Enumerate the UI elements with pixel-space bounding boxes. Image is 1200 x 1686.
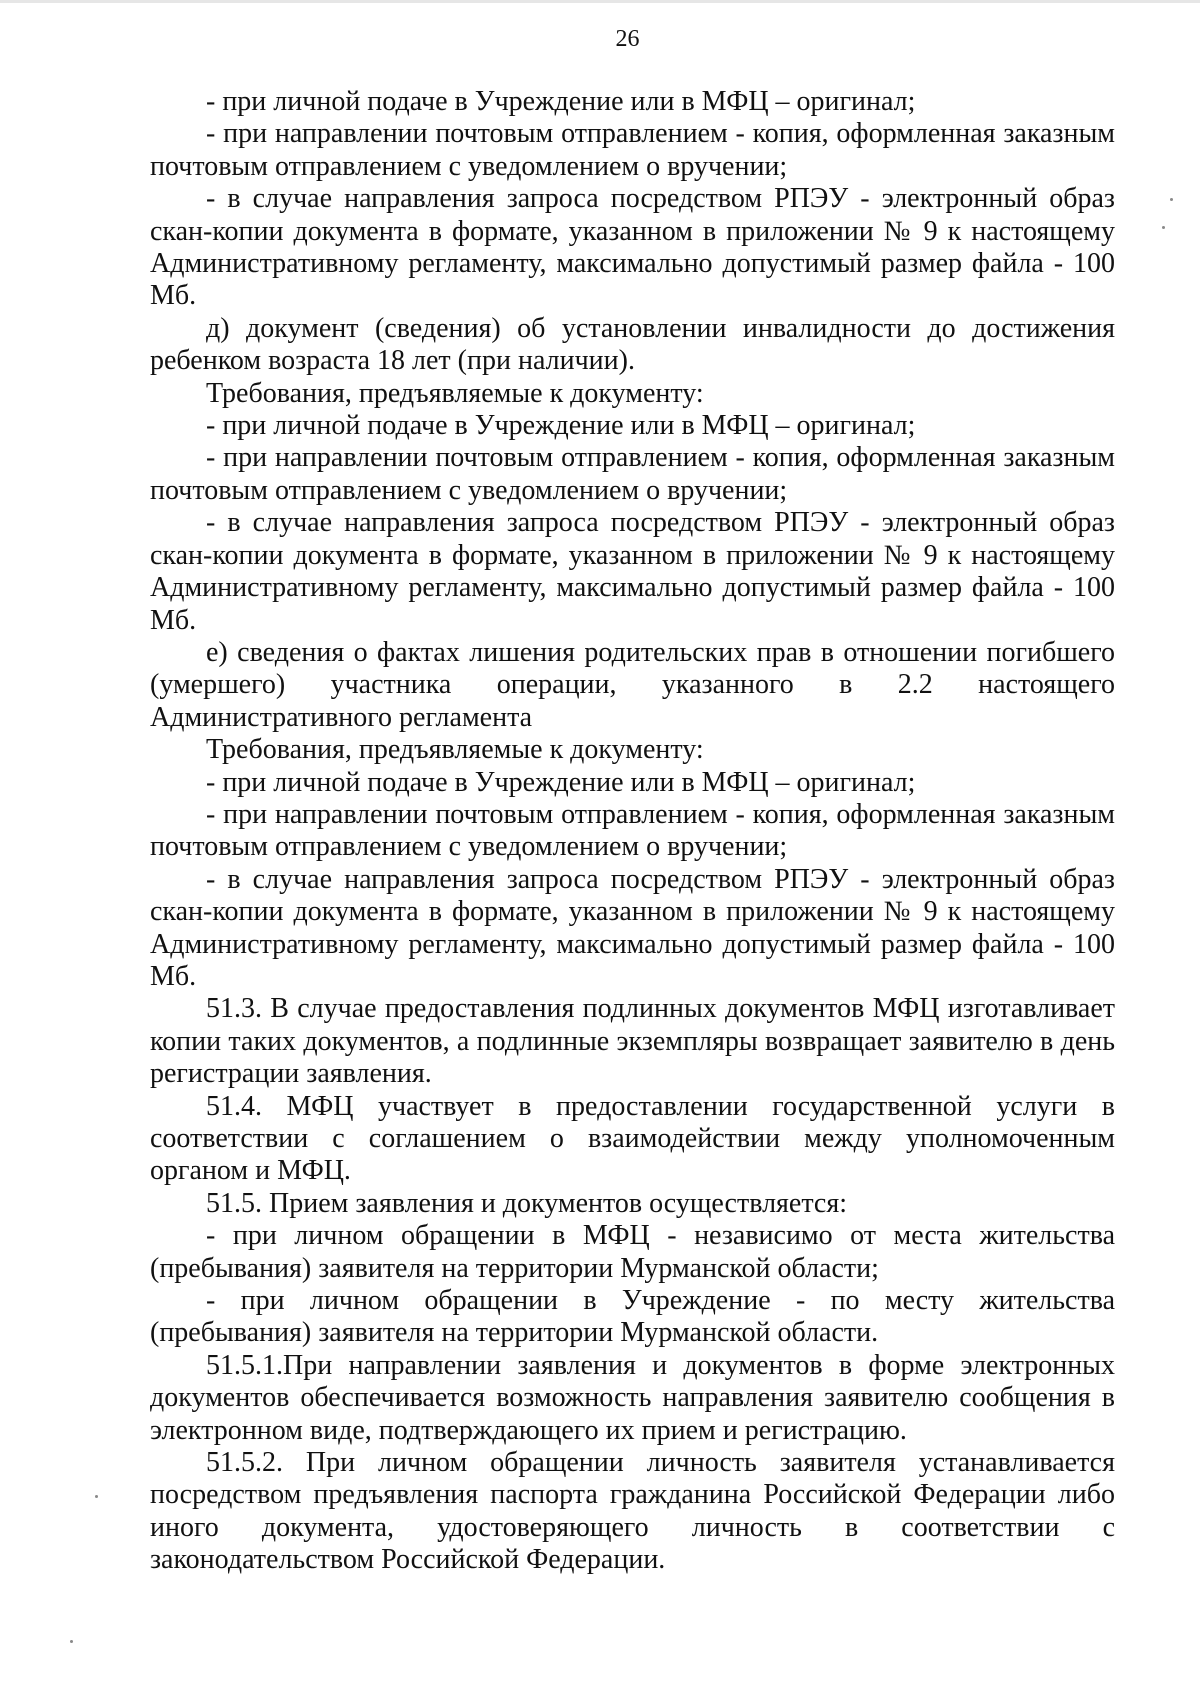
paragraph: е) сведения о фактах лишения родительских прав в отношении погибшего (умершего) участника операции, указанного в 2.2 настоящего Административного регламента (150, 636, 1115, 733)
scan-speck (70, 1640, 73, 1643)
scan-speck (95, 1495, 98, 1498)
paragraph: - при направлении почтовым отправлением - копия, оформленная заказным почтовым отправлением с уведомлением о вручении; (150, 442, 1115, 506)
scan-speck (1170, 198, 1173, 201)
paragraph: - при личной подаче в Учреждение или в МФЦ – оригинал; (206, 86, 916, 117)
paragraph: - в случае направления запроса посредством РПЭУ - электронный образ скан-копии документа в формате, указанном в приложении № 9 к настоящему Административному регламенту, максимально допустимый размер файла - 100 Мб. (150, 507, 1115, 636)
paragraph: - в случае направления запроса посредством РПЭУ - электронный образ скан-копии документа в формате, указанном в приложении № 9 к настоящему Административному регламенту, максимально допустимый размер файла - 100 Мб. (150, 863, 1115, 992)
paragraph: Требования, предъявляемые к документу: (206, 734, 704, 766)
paragraph: - в случае направления запроса посредством РПЭУ - электронный образ скан-копии документа в формате, указанном в приложении № 9 к настоящему Административному регламенту, максимально допустимый размер файла - 100 Мб. (150, 183, 1115, 312)
paragraph: д) документ (сведения) об установлении инвалидности до достижения ребенком возраста 18 лет (при наличии). (150, 312, 1115, 377)
scan-edge (0, 0, 1200, 3)
document-body (150, 86, 1115, 1577)
paragraph: 51.5.2. При личном обращении личность заявителя устанавливается посредством предъявления паспорта гражданина Российской Федерации либо иного документа, удостоверяющего личность в соответствии с законодательством Российской Федерации. (150, 1447, 1115, 1576)
paragraph: 51.5.1.При направлении заявления и документов в форме электронных документов обеспечивается возможность направления заявителю сообщения в электронном виде, подтверждающего их прием и регистрацию. (150, 1349, 1115, 1446)
paragraph: - при направлении почтовым отправлением - копия, оформленная заказным почтовым отправлением с уведомлением о вручении; (150, 118, 1115, 182)
paragraph: 51.5. Прием заявления и документов осуществляется: (206, 1187, 848, 1219)
paragraph: Требования, предъявляемые к документу: (206, 377, 704, 409)
paragraph: - при личном обращении в МФЦ - независимо от места жительства (пребывания) заявителя на территории Мурманской области; (150, 1220, 1115, 1284)
paragraph: - при направлении почтовым отправлением - копия, оформленная заказным почтовым отправлением с уведомлением о вручении; (150, 798, 1115, 863)
paragraph: - при личной подаче в Учреждение или в МФЦ – оригинал; (206, 766, 916, 798)
scan-speck (1162, 226, 1165, 229)
paragraph: - при личном обращении в Учреждение - по месту жительства (пребывания) заявителя на территории Мурманской области. (150, 1285, 1115, 1349)
paragraph: 51.4. МФЦ участвует в предоставлении государственной услуги в соответствии с соглашением о взаимодействии между уполномоченным органом и МФЦ. (150, 1090, 1115, 1187)
paragraph: 51.3. В случае предоставления подлинных документов МФЦ изготавливает копии таких документов, а подлинные экземпляры возвращает заявителю в день регистрации заявления. (150, 993, 1115, 1090)
paragraph: - при личной подаче в Учреждение или в МФЦ – оригинал; (206, 410, 916, 442)
page-number: 26 (615, 26, 640, 52)
